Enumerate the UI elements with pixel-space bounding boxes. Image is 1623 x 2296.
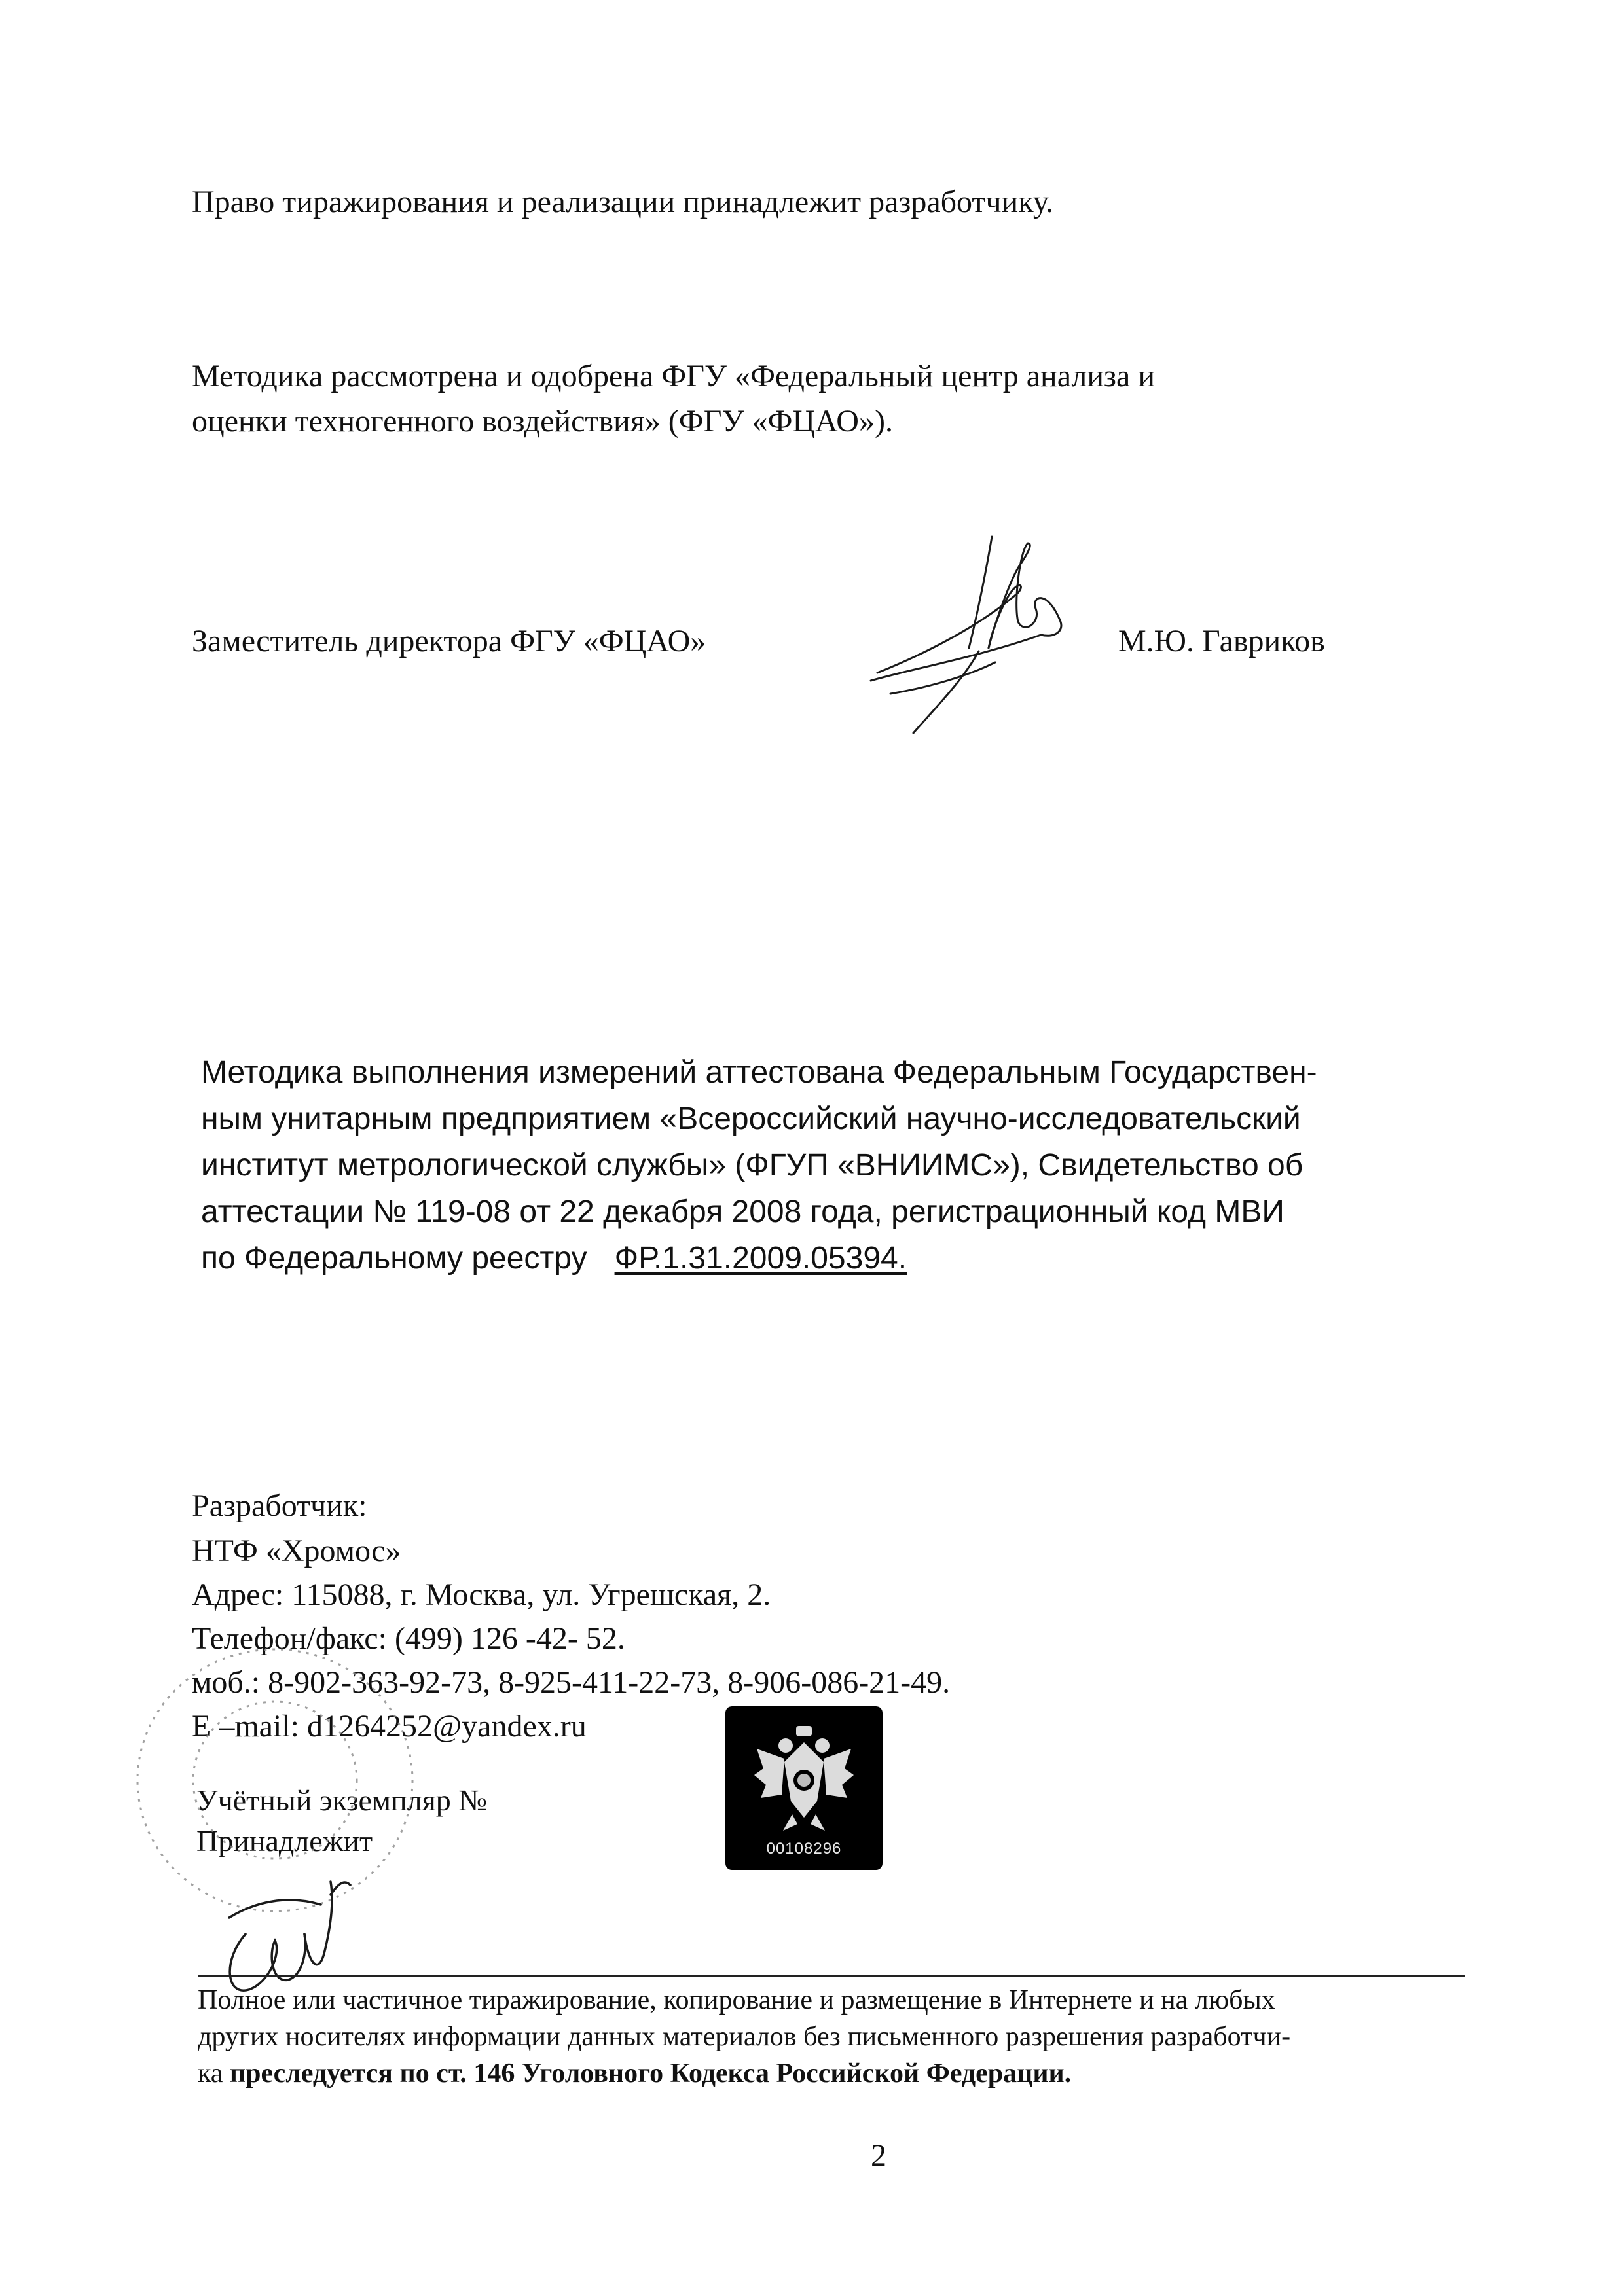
legal-line-2: других носителях информации данных материалов без письменного разрешения разработчи- xyxy=(198,2022,1291,2052)
page-number: 2 xyxy=(871,2138,886,2173)
developer-label: Разработчик: xyxy=(192,1488,367,1523)
developer-mobile: моб.: 8-902-363-92-73, 8-925-411-22-73, 8-906-086-21-49. xyxy=(192,1665,951,1700)
cert-line-5-prefix: по Федеральному реестру xyxy=(201,1241,587,1276)
cert-line-3: институт метрологической службы» (ФГУП «ВНИИМС»), Свидетельство об xyxy=(201,1148,1304,1183)
cert-line-2: ным унитарным предприятием «Всероссийский научно-исследовательский xyxy=(201,1102,1301,1136)
cert-line-5 xyxy=(201,1243,907,1274)
hologram-number: 00108296 xyxy=(766,1840,842,1857)
belongs-label: Принадлежит xyxy=(196,1824,373,1857)
signer-name: М.Ю. Гавриков xyxy=(1118,624,1325,658)
approval-line-2: оценки техногенного воздействия» (ФГУ «ФЦАО»). xyxy=(192,404,893,439)
signature-gavrikov xyxy=(864,524,1087,740)
copy-number-label: Учётный экземпляр № xyxy=(196,1784,488,1817)
signer-position: Заместитель директора ФГУ «ФЦАО» xyxy=(192,624,706,658)
copyright-line: Право тиражирования и реализации принадлежит разработчику. xyxy=(192,185,1054,219)
cert-line-1: Методика выполнения измерений аттестована Федеральным Государствен- xyxy=(201,1055,1317,1090)
double-headed-eagle-icon xyxy=(752,1723,856,1834)
developer-phone: Телефон/факс: (499) 126 -42- 52. xyxy=(192,1621,625,1656)
legal-line-1: Полное или частичное тиражирование, копирование и размещение в Интернете и на любых xyxy=(198,1985,1275,2015)
developer-email: E –mail: d1264252@yandex.ru xyxy=(192,1709,587,1744)
legal-line-3-prefix: ка xyxy=(198,2058,230,2089)
cert-line-4: аттестации № 119-08 от 22 декабря 2008 года, регистрационный код МВИ xyxy=(201,1194,1285,1229)
hologram-sticker xyxy=(725,1706,883,1870)
developer-address: Адрес: 115088, г. Москва, ул. Угрешская, 2. xyxy=(192,1577,771,1612)
registry-code: ФР.1.31.2009.05394. xyxy=(614,1241,907,1276)
developer-company: НТФ «Хромос» xyxy=(192,1534,401,1568)
footer-divider xyxy=(198,1975,1465,1977)
legal-line-3-bold: преследуется по ст. 146 Уголовного Кодекса Российской Федерации. xyxy=(229,2058,1072,2089)
handwritten-initials xyxy=(210,1856,367,2006)
legal-line-3 xyxy=(198,2060,1071,2087)
approval-line-1: Методика рассмотрена и одобрена ФГУ «Федеральный центр анализа и xyxy=(192,359,1156,393)
